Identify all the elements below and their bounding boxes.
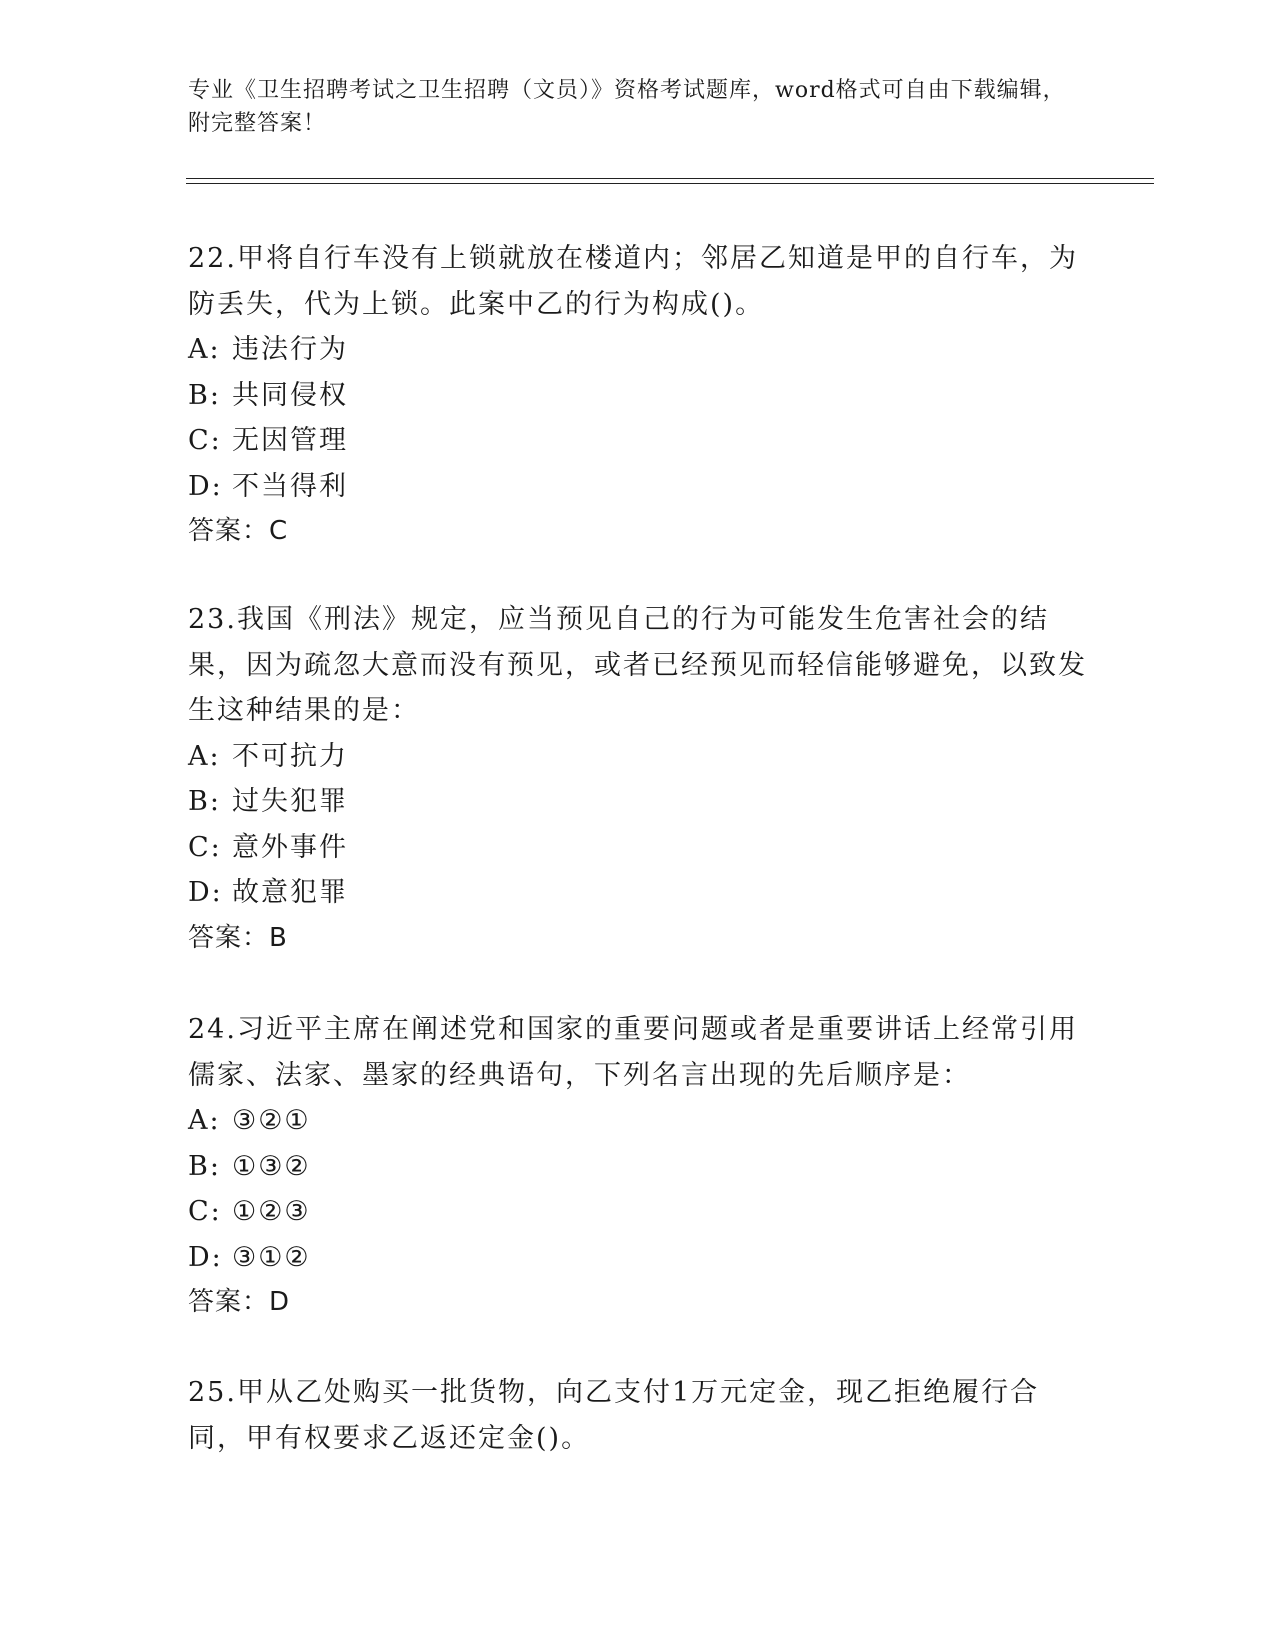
option-key: A: [188,1105,221,1136]
option-c [188,418,1088,464]
header-divider-top [186,178,1154,179]
option-c [188,825,1088,871]
option-d [188,870,1088,916]
option-key: B: [188,379,221,411]
option-text: 不可抗力 [232,740,348,772]
option-text: 不当得利 [232,470,348,502]
option-text: ①③② [232,1150,311,1182]
option-text: 故意犯罪 [232,877,348,908]
header-divider-bottom [186,183,1154,184]
option-d [188,1235,1088,1281]
option-key: A: [188,334,221,365]
option-text: 无因管理 [232,425,348,456]
question-23 [188,597,1088,961]
document-header: 专业《卫生招聘考试之卫生招聘（文员）》资格考试题库，word格式可自由下载编辑，附完整答案！ [188,78,1066,136]
option-key: D: [188,1241,223,1273]
option-d [188,464,1088,510]
option-text: 违法行为 [232,334,348,365]
question-stem: 23.我国《刑法》规定，应当预见自己的行为可能发生危害社会的结果，因为疏忽大意而没有预见，或者已经预见而轻信能够避免，以致发生这种结果的是： [188,604,1087,726]
option-key: C: [188,1196,222,1227]
option-a [188,1098,1088,1144]
answer-line: 答案：B [188,922,288,953]
option-key: D: [188,877,223,908]
answer-line: 答案：C [188,516,289,546]
question-24 [188,1007,1088,1326]
option-text: ③②① [232,1105,311,1136]
option-text: ①②③ [232,1196,311,1227]
answer-line: 答案：D [188,1287,291,1317]
option-key: B: [188,1150,221,1182]
option-a [188,327,1088,373]
question-stem: 24.习近平主席在阐述党和国家的重要问题或者是重要讲话上经常引用儒家、法家、墨家的经典语句，下列名言出现的先后顺序是： [188,1014,1078,1091]
option-key: B: [188,786,221,817]
option-text: 过失犯罪 [232,786,348,817]
option-key: C: [188,425,222,456]
option-a [188,734,1088,780]
option-text: 意外事件 [232,831,348,863]
question-22 [188,236,1088,555]
option-c [188,1189,1088,1235]
option-key: D: [188,470,223,502]
option-b [188,373,1088,419]
option-text: 共同侵权 [232,379,348,411]
option-b [188,1144,1088,1190]
option-b [188,779,1088,825]
option-text: ③①② [232,1241,311,1273]
option-key: C: [188,831,222,863]
question-stem: 22.甲将自行车没有上锁就放在楼道内；邻居乙知道是甲的自行车，为防丢失，代为上锁。此案中乙的行为构成()。 [188,243,1078,320]
question-stem: 25.甲从乙处购买一批货物，向乙支付1万元定金，现乙拒绝履行合同，甲有权要求乙返还定金()。 [188,1377,1040,1454]
question-25 [188,1370,1088,1461]
option-key: A: [188,740,221,772]
